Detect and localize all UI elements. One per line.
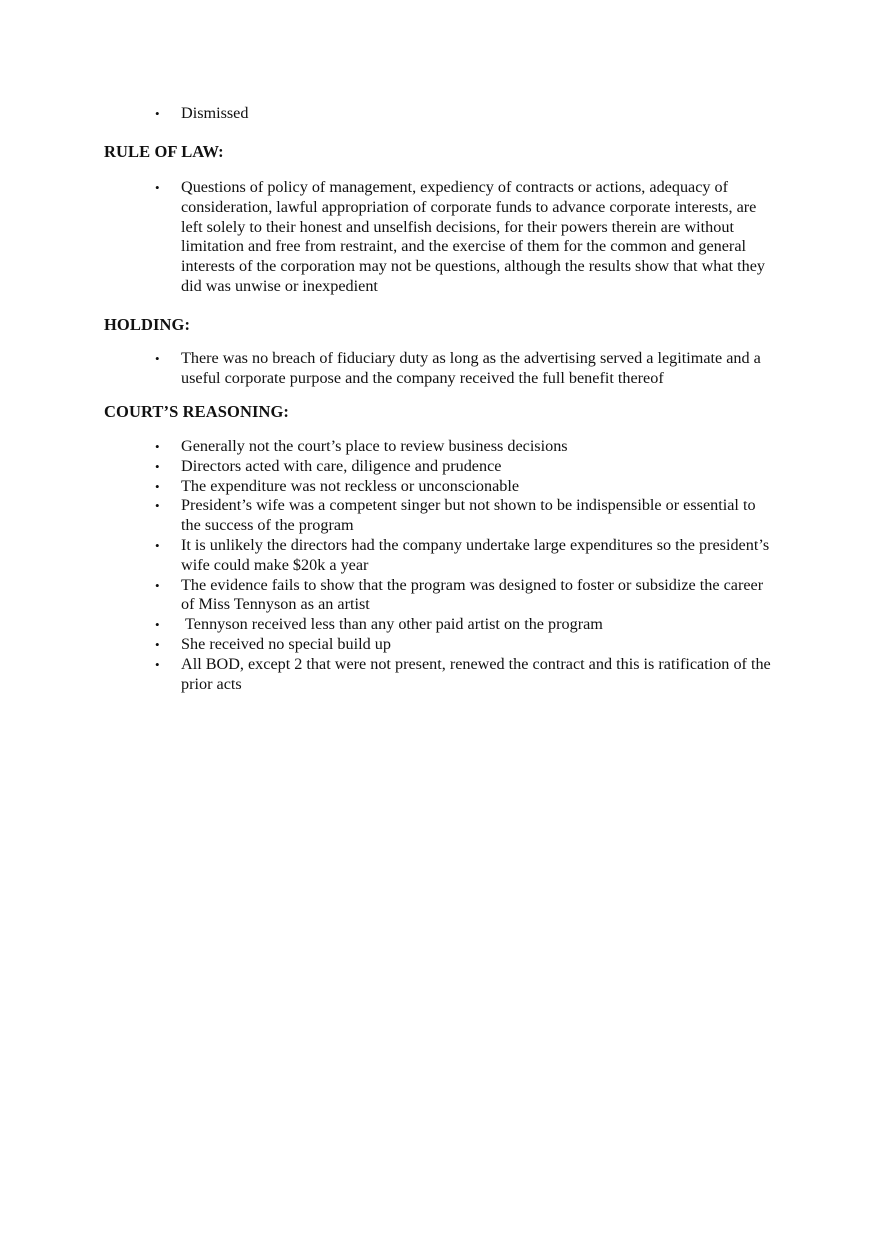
outcome-list — [0, 104, 880, 124]
holding-list — [0, 349, 880, 389]
rule-of-law-text: Questions of policy of management, expediency of contracts or actions, adequacy of consideration, lawful appropriation of corporate funds to advance corporate interests, are left solely to their honest and unselfish decisions, for their powers therein are without limitation and free from restraint, and the exercise of them for the common and general interests of the corporation may not be questions, although the results show that what they did was unwise or inexpedient — [181, 178, 765, 295]
bullet-icon: • — [155, 537, 160, 553]
court-reasoning-list — [0, 437, 880, 694]
court-reasoning-heading: COURT’S REASONING: — [104, 402, 290, 421]
reasoning-text: President’s wife was a competent singer but not shown to be indispensible or essential to the success of the program — [181, 496, 756, 535]
reasoning-text: Generally not the court’s place to review business decisions — [181, 437, 568, 455]
list-item — [0, 576, 771, 616]
list-item — [0, 536, 771, 576]
bullet-icon: • — [155, 498, 160, 514]
bullet-icon: • — [155, 458, 160, 474]
list-item — [0, 457, 771, 477]
reasoning-text: It is unlikely the directors had the company undertake large expenditures so the president’s wife could make $20k a year — [181, 535, 770, 574]
list-item — [0, 635, 771, 655]
bullet-icon: • — [155, 478, 160, 494]
reasoning-text: All BOD, except 2 that were not present, renewed the contract and this is ratification of the prior acts — [181, 654, 771, 693]
bullet-icon: • — [155, 106, 160, 121]
bullet-icon: • — [155, 656, 160, 672]
bullet-icon: • — [155, 636, 160, 652]
reasoning-text: Directors acted with care, diligence and prudence — [181, 456, 502, 475]
list-item — [0, 437, 771, 457]
reasoning-text: She received no special build up — [181, 634, 391, 653]
list-item — [0, 104, 771, 124]
reasoning-text: The expenditure was not reckless or unconscionable — [181, 476, 520, 495]
list-item — [0, 178, 771, 297]
reasoning-text: Tennyson received less than any other paid artist on the program — [181, 615, 603, 634]
bullet-icon: • — [155, 180, 160, 195]
holding-heading: HOLDING: — [104, 315, 191, 334]
rule-of-law-list — [0, 178, 880, 297]
bullet-icon: • — [155, 351, 160, 366]
list-item — [0, 655, 771, 695]
list-item — [0, 349, 771, 389]
bullet-icon: • — [155, 617, 160, 633]
list-item — [0, 615, 771, 635]
holding-text: There was no breach of fiduciary duty as long as the advertising served a legitimate and a useful corporate purpose and the company received the full benefit thereof — [181, 349, 761, 387]
bullet-icon: • — [155, 577, 160, 593]
outcome-text: Dismissed — [181, 104, 249, 122]
list-item — [0, 477, 771, 497]
list-item — [0, 496, 771, 536]
reasoning-text: The evidence fails to show that the program was designed to foster or subsidize the career of Miss Tennyson as an artist — [181, 575, 764, 614]
rule-of-law-heading: RULE OF LAW: — [104, 142, 224, 161]
bullet-icon: • — [155, 439, 160, 454]
